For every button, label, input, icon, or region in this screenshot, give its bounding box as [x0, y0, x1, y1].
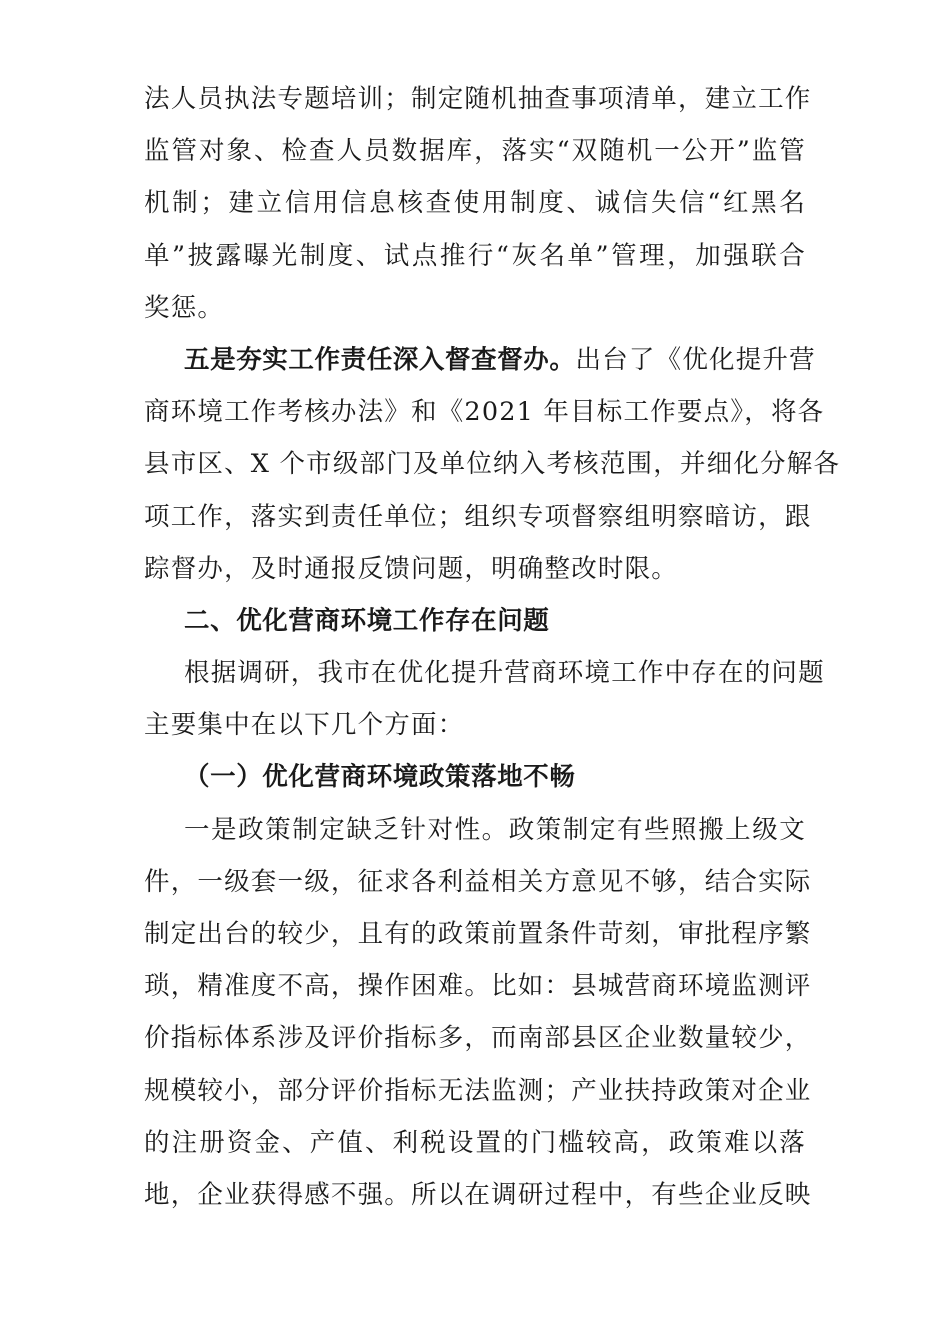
body-line: 地，企业获得感不强。所以在调研过程中，有些企业反映: [144, 1179, 812, 1210]
body-line: 规模较小，部分评价指标无法监测；产业扶持政策对企业: [144, 1075, 812, 1106]
subsection-heading: （一）优化营商环境政策落地不畅: [184, 762, 576, 793]
paragraph-five-heading: 五是夯实工作责任深入督查督办。: [184, 344, 576, 375]
body-line: 制定出台的较少，且有的政策前置条件苛刻，审批程序繁: [144, 919, 812, 949]
body-line: 一是政策制定缺乏针对性。政策制定有些照搬上级文: [184, 814, 806, 845]
body-line: 县市区、X 个市级部门及单位纳入考核范围，并细化分解各: [144, 449, 841, 480]
body-line: 件，一级套一级，征求各利益相关方意见不够，结合实际: [144, 866, 812, 897]
body-line: 琐，精准度不高，操作困难。比如：县城营商环境监测评: [144, 971, 812, 1002]
document-page: [144, 73, 841, 1221]
paragraph-five-first-line: [144, 334, 816, 386]
body-line: 单”披露曝光制度、试点推行“灰名单”管理，加强联合: [144, 240, 806, 271]
section-heading: 二、优化营商环境工作存在问题: [184, 605, 550, 636]
body-line: 机制；建立信用信息核查使用制度、诚信失信“红黑名: [144, 188, 806, 219]
body-line: 监管对象、检查人员数据库，落实“双随机一公开”监管: [144, 136, 806, 167]
paragraph-five-text: 出台了《优化提升营: [575, 344, 816, 375]
body-line: 法人员执法专题培训；制定随机抽查事项清单，建立工作: [144, 84, 812, 114]
body-line: 商环境工作考核办法》和《2021 年目标工作要点》，将各: [144, 397, 825, 428]
body-line: 价指标体系涉及评价指标多，而南部县区企业数量较少，: [144, 1023, 812, 1054]
body-line: 项工作，落实到责任单位；组织专项督察组明察暗访，跟: [144, 501, 812, 532]
body-line: 奖惩。: [144, 292, 225, 323]
body-line: 根据调研，我市在优化提升营商环境工作中存在的问题: [184, 658, 825, 689]
body-line: 的注册资金、产值、利税设置的门槛较高，政策难以落: [144, 1127, 806, 1158]
body-line: 踪督办，及时通报反馈问题，明确整改时限。: [144, 553, 679, 584]
body-line: 主要集中在以下几个方面：: [144, 710, 465, 741]
